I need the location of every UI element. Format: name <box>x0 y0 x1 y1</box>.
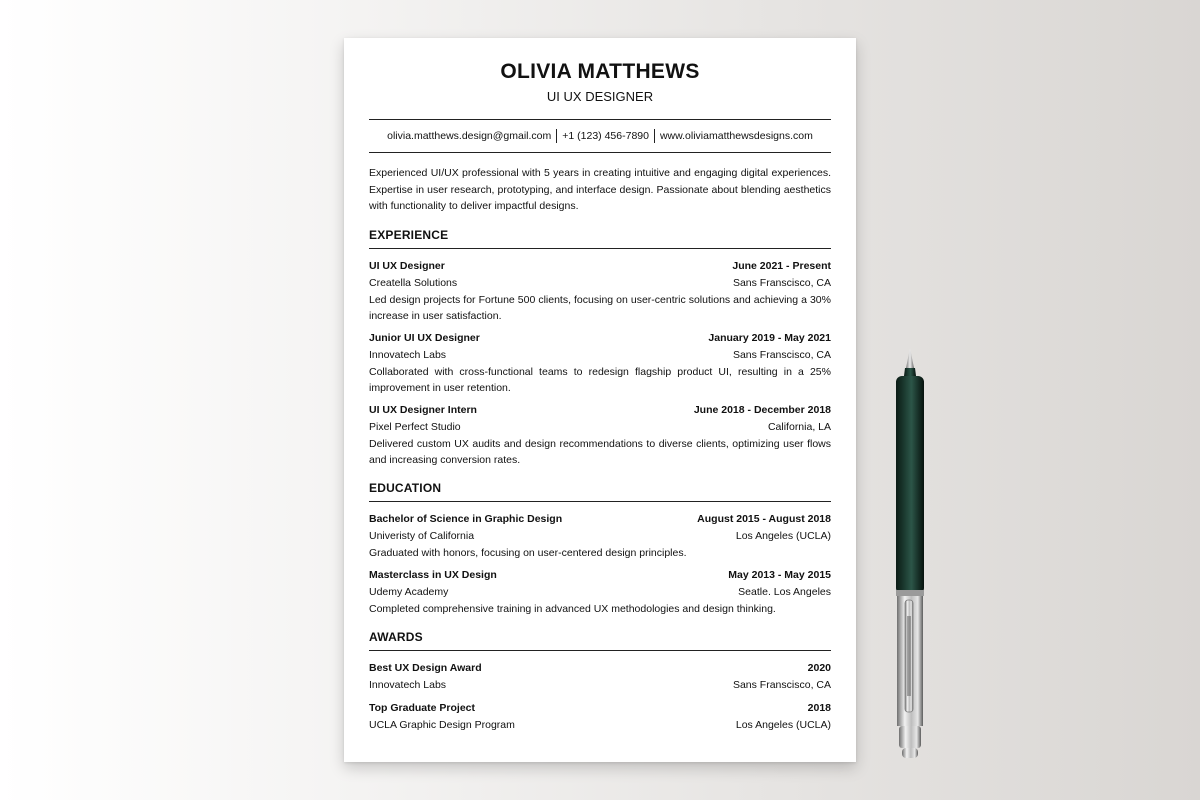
divider <box>369 152 831 153</box>
award-location: Los Angeles (UCLA) <box>735 718 831 731</box>
award-issuer: UCLA Graphic Design Program <box>369 718 515 731</box>
degree-title: Masterclass in UX Design <box>369 568 497 581</box>
education-entry <box>369 511 831 561</box>
job-description: Led design projects for Fortune 500 clients, focusing on user-centric solutions and achieving a 30% increase in user satisfaction. <box>369 293 831 322</box>
pen-barrel <box>896 376 924 594</box>
company-name: Pixel Perfect Studio <box>369 420 461 433</box>
award-entry <box>369 700 831 734</box>
contact-website: www.oliviamatthewsdesigns.com <box>659 130 813 142</box>
experience-heading: EXPERIENCE <box>369 228 831 249</box>
award-location: Sans Franscisco, CA <box>732 678 831 691</box>
award-title: Best UX Design Award <box>369 661 482 674</box>
award-issuer: Innovatech Labs <box>369 678 447 691</box>
award-title: Top Graduate Project <box>369 701 475 714</box>
awards-heading: AWARDS <box>369 630 831 651</box>
pen-tip <box>906 348 914 368</box>
contact-email: olivia.matthews.design@gmail.com <box>387 130 552 142</box>
degree-title: Bachelor of Science in Graphic Design <box>369 512 563 525</box>
job-dates: June 2018 - December 2018 <box>693 403 831 416</box>
company-name: Creatella Solutions <box>369 276 458 289</box>
pen-illustration <box>890 346 930 767</box>
job-dates: January 2019 - May 2021 <box>708 331 831 344</box>
education-entry <box>369 567 831 617</box>
experience-entry <box>369 402 831 468</box>
job-description: Collaborated with cross-functional teams to redesign flagship product UI, resulting in a 25% improvement in user retention. <box>369 365 831 394</box>
award-year: 2020 <box>807 661 831 674</box>
education-description: Graduated with honors, focusing on user-centered design principles. <box>369 546 687 559</box>
contact-line <box>369 120 831 152</box>
school-location: Los Angeles (UCLA) <box>735 529 831 542</box>
candidate-role: UI UX DESIGNER <box>546 89 654 104</box>
education-dates: August 2015 - August 2018 <box>697 512 831 525</box>
job-location: Sans Franscisco, CA <box>732 348 831 361</box>
education-dates: May 2013 - May 2015 <box>728 568 831 581</box>
professional-summary: Experienced UI/UX professional with 5 years in creating intuitive and engaging digital experiences. Expertise in user research, prototyping, and interface design. Passionate about blending aesthetics with functionality to deliver impactful designs. <box>369 167 831 212</box>
education-heading: EDUCATION <box>369 481 831 502</box>
company-name: Innovatech Labs <box>369 348 447 361</box>
school-name: Udemy Academy <box>369 585 449 598</box>
experience-entry <box>369 258 831 324</box>
award-year: 2018 <box>807 701 831 714</box>
education-description: Completed comprehensive training in advanced UX methodologies and design thinking. <box>369 602 776 615</box>
job-title: Junior UI UX Designer <box>369 331 480 344</box>
job-dates: June 2021 - Present <box>732 259 831 272</box>
contact-separator <box>556 129 557 143</box>
job-location: California, LA <box>767 420 831 433</box>
award-entry <box>369 660 831 694</box>
job-location: Sans Franscisco, CA <box>732 276 831 289</box>
contact-phone: +1 (123) 456-7890 <box>562 130 649 142</box>
school-name: Univeristy of California <box>369 529 475 542</box>
candidate-name: OLIVIA MATTHEWS <box>500 60 700 83</box>
job-description: Delivered custom UX audits and design recommendations to diverse clients, optimizing user flows and increasing conversion rates. <box>369 437 831 466</box>
job-title: UI UX Designer Intern <box>369 403 477 416</box>
experience-entry <box>369 330 831 396</box>
job-title: UI UX Designer <box>369 259 445 272</box>
school-location: Seatle. Los Angeles <box>738 585 831 598</box>
contact-separator <box>654 129 655 143</box>
resume-sheet <box>344 38 856 762</box>
